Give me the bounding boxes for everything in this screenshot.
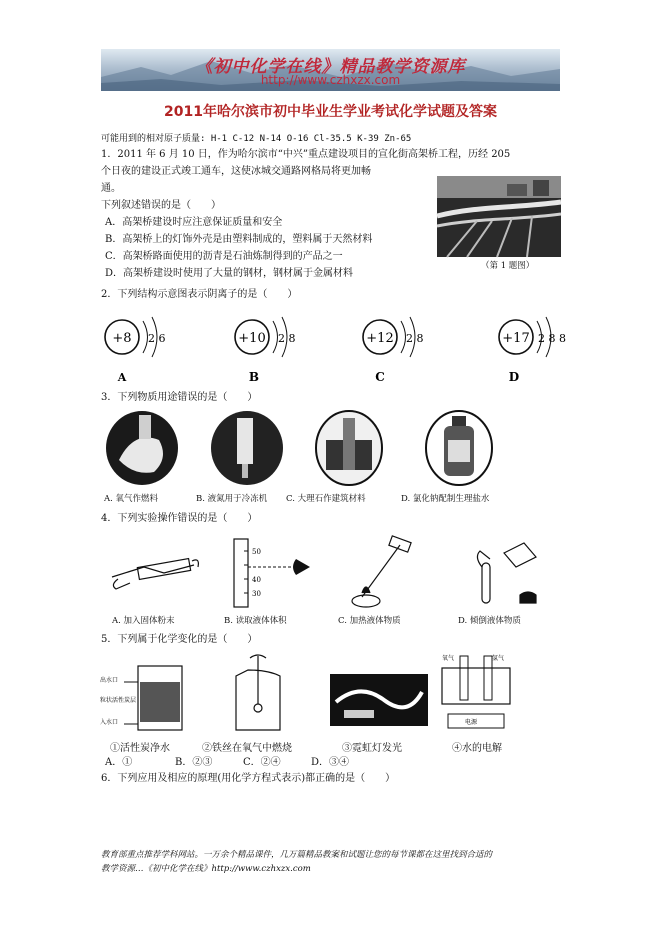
q3-caption-a: A. 氧气作燃料 xyxy=(104,494,159,504)
q5-caption-4: ④水的电解 xyxy=(452,743,502,754)
label-c: C xyxy=(375,370,385,384)
q6-stem: 6．下列应用及相应的原理(用化学方程式表示)都正确的是（ ） xyxy=(101,773,396,784)
q1-option-c: C．高架桥路面使用的沥青是石油炼制得到的产品之一 xyxy=(105,251,343,262)
footer-line2[interactable]: 教学资源…《初中化学在线》http://www.czhxzx.com xyxy=(101,864,311,874)
atom-diagram-a xyxy=(105,317,166,357)
water-electrolysis-drawing xyxy=(442,654,510,728)
q5-caption-2: ②铁丝在氧气中燃烧 xyxy=(202,743,292,754)
iron-wire-burning-drawing xyxy=(236,655,280,730)
q4-operation-drawings xyxy=(104,537,554,609)
saline-bottle-photo xyxy=(426,411,492,485)
q1-stem-line2: 个日夜的建设正式竣工通车，这使冰城交通路网格局将更加畅 xyxy=(101,166,371,177)
atomic-masses: 可能用到的相对原子质量: H-1 C-12 N-14 O-16 Cl-35.5 K-39 Zn-65 xyxy=(101,134,412,144)
q3-usage-photos xyxy=(104,410,524,488)
banner-title: 《初中化学在线》精品教学资源库 xyxy=(195,57,466,77)
label-carbon: 粒状活性炭层 xyxy=(100,697,137,704)
q3-caption-b: B. 液氮用于冷冻机 xyxy=(196,494,268,504)
q5-caption-1: ①活性炭净水 xyxy=(110,743,170,754)
label-b: B xyxy=(248,370,260,384)
read-cylinder-drawing xyxy=(234,539,310,607)
shells-b: 2 8 xyxy=(278,332,296,345)
shells-c: 2 8 xyxy=(406,332,424,345)
atom-diagram-c xyxy=(363,317,424,357)
shells-d: 2 8 8 xyxy=(538,332,566,345)
q2-stem: 2．下列结构示意图表示阴离子的是（ ） xyxy=(101,289,298,300)
atom-diagram-d xyxy=(499,317,566,357)
oxygen-fuel-photo xyxy=(106,411,178,485)
nucleus-a: +8 xyxy=(112,331,132,346)
cylinder-tick-40: 40 xyxy=(252,576,261,584)
q5-change-drawings xyxy=(100,652,540,736)
label-a: A xyxy=(117,371,127,384)
q4-caption-c: C. 加热液体物质 xyxy=(338,616,401,626)
page-footer xyxy=(101,848,571,876)
label-power: 电源 xyxy=(465,719,478,726)
q2-atom-diagrams xyxy=(100,315,566,385)
q1-bridge-photo xyxy=(437,176,561,257)
q4-caption-b: B. 读取液体体积 xyxy=(224,616,287,626)
site-banner xyxy=(101,49,560,91)
q3-stem: 3．下列物质用途错误的是（ ） xyxy=(101,392,258,403)
page-title: 2011年哈尔滨市初中毕业生学业考试化学试题及答案 xyxy=(164,104,497,120)
nucleus-d: +17 xyxy=(502,331,530,346)
nucleus-b: +10 xyxy=(238,331,266,346)
q5-choice-a: A．① xyxy=(105,757,133,768)
activated-carbon-filter-drawing xyxy=(100,666,182,730)
q1-ask: 下列叙述错误的是（ ） xyxy=(101,200,221,211)
q1-option-d: D．高架桥建设时使用了大量的钢材，钢材属于金属材料 xyxy=(105,268,354,279)
q5-caption-3: ③霓虹灯发光 xyxy=(342,743,402,754)
q5-choice-c: C．②④ xyxy=(243,757,281,768)
heat-liquid-drawing xyxy=(352,536,411,607)
liquid-nitrogen-photo xyxy=(211,411,283,485)
q5-choice-b: B．②③ xyxy=(175,757,213,768)
nucleus-c: +12 xyxy=(366,331,394,346)
pour-liquid-drawing xyxy=(477,543,536,603)
q1-option-b: B．高架桥上的灯饰外壳是由塑料制成的，塑料属于天然材料 xyxy=(105,234,373,245)
q3-caption-d: D. 氯化钠配制生理盐水 xyxy=(401,494,490,504)
q1-figure-caption: （第 1 题图） xyxy=(481,261,535,271)
marble-building-photo xyxy=(316,411,382,485)
q3-caption-c: C. 大理石作建筑材料 xyxy=(286,494,366,504)
label-d: D xyxy=(508,370,520,384)
q1-stem-line1: 1．2011 年 6 月 10 日，作为哈尔滨市“中兴”重点建设项目的宣化街高架桥工程，历经 205 xyxy=(101,149,511,160)
footer-line1: 教育部重点推荐学科网站。一万余个精品课件，几万篇精品教案和试题让您的每节课都在这里找到合适的 xyxy=(101,850,493,860)
q5-stem: 5．下列属于化学变化的是（ ） xyxy=(101,634,258,645)
add-solid-powder-drawing xyxy=(112,559,198,589)
q4-caption-d: D. 倾倒液体物质 xyxy=(458,616,521,626)
q1-stem-line3: 通。 xyxy=(101,183,121,194)
banner-url-link[interactable]: http://www.czhxzx.com xyxy=(260,73,401,87)
atom-diagram-b xyxy=(235,317,296,357)
cylinder-tick-30: 30 xyxy=(252,590,261,598)
label-o2: 氧气 xyxy=(442,655,455,662)
label-in: 入水口 xyxy=(100,719,119,726)
neon-light-photo xyxy=(330,674,428,726)
q1-option-a: A．高架桥建设时应注意保证质量和安全 xyxy=(105,217,283,228)
cylinder-tick-50: 50 xyxy=(252,548,261,556)
label-out: 出水口 xyxy=(100,677,119,684)
label-h2: 氢气 xyxy=(492,655,505,662)
q5-choice-d: D．③④ xyxy=(311,757,350,768)
q4-stem: 4．下列实验操作错误的是（ ） xyxy=(101,513,258,524)
shells-a: 2 6 xyxy=(148,332,166,345)
q4-caption-a: A. 加入固体粉末 xyxy=(112,616,175,626)
